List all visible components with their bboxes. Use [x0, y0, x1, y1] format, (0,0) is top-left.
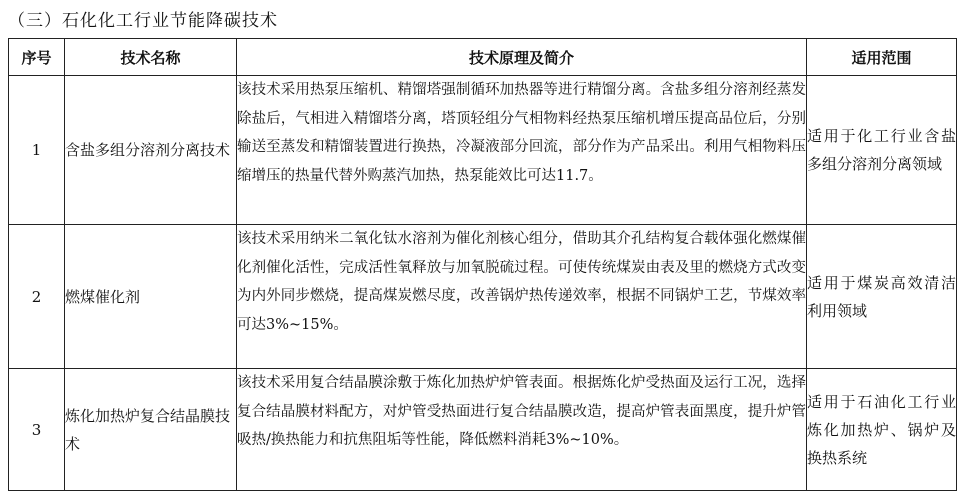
- row-principle: 该技术采用热泵压缩机、精馏塔强制循环加热器等进行精馏分离。含盐多组分溶剂经蒸发除盐后，气相进入精馏塔分离，塔顶轻组分气相物料经热泵压缩机增压提高品位后，分别输送至蒸发和精馏装置进行换热，冷凝液部分回流，部分作为产品采出。利用气相物料压缩增压的热量代替外购蒸汽加热，热泵能效比可达11.7。: [237, 76, 807, 225]
- table-row: [9, 369, 957, 491]
- row-scope: 适用于化工行业含盐多组分溶剂分离领域: [807, 76, 957, 225]
- table-header-row: [9, 39, 957, 76]
- row-tech-name: 含盐多组分溶剂分离技术: [65, 76, 237, 225]
- row-tech-name: 炼化加热炉复合结晶膜技术: [65, 369, 237, 491]
- row-scope: 适用于石油化工行业炼化加热炉、锅炉及换热系统: [807, 369, 957, 491]
- technology-table: [8, 38, 957, 491]
- row-index: 1: [9, 76, 65, 225]
- row-tech-name: 燃煤催化剂: [65, 225, 237, 369]
- row-principle: 该技术采用复合结晶膜涂敷于炼化加热炉炉管表面。根据炼化炉受热面及运行工况，选择复合结晶膜材料配方，对炉管受热面进行复合结晶膜改造，提高炉管表面黑度，提升炉管吸热/换热能力和抗焦阻垢等性能，降低燃料消耗3%~10%。: [237, 369, 807, 491]
- section-title: （三）石化化工行业节能降碳技术: [8, 11, 278, 31]
- row-principle: 该技术采用纳米二氧化钛水溶剂为催化剂核心组分，借助其介孔结构复合载体强化燃煤催化剂催化活性，完成活性氧释放与加氧脱硫过程。可使传统煤炭由表及里的燃烧方式改变为内外同步燃烧，提高煤炭燃尽度，改善锅炉热传递效率，根据不同锅炉工艺，节煤效率可达3%~15%。: [237, 225, 807, 369]
- table-row: [9, 225, 957, 369]
- table-row: [9, 76, 957, 225]
- header-principle: 技术原理及简介: [237, 39, 807, 76]
- header-scope: 适用范围: [807, 39, 957, 76]
- row-scope: 适用于煤炭高效清洁利用领域: [807, 225, 957, 369]
- header-name: 技术名称: [65, 39, 237, 76]
- row-index: 3: [9, 369, 65, 491]
- header-index: 序号: [9, 39, 65, 76]
- row-index: 2: [9, 225, 65, 369]
